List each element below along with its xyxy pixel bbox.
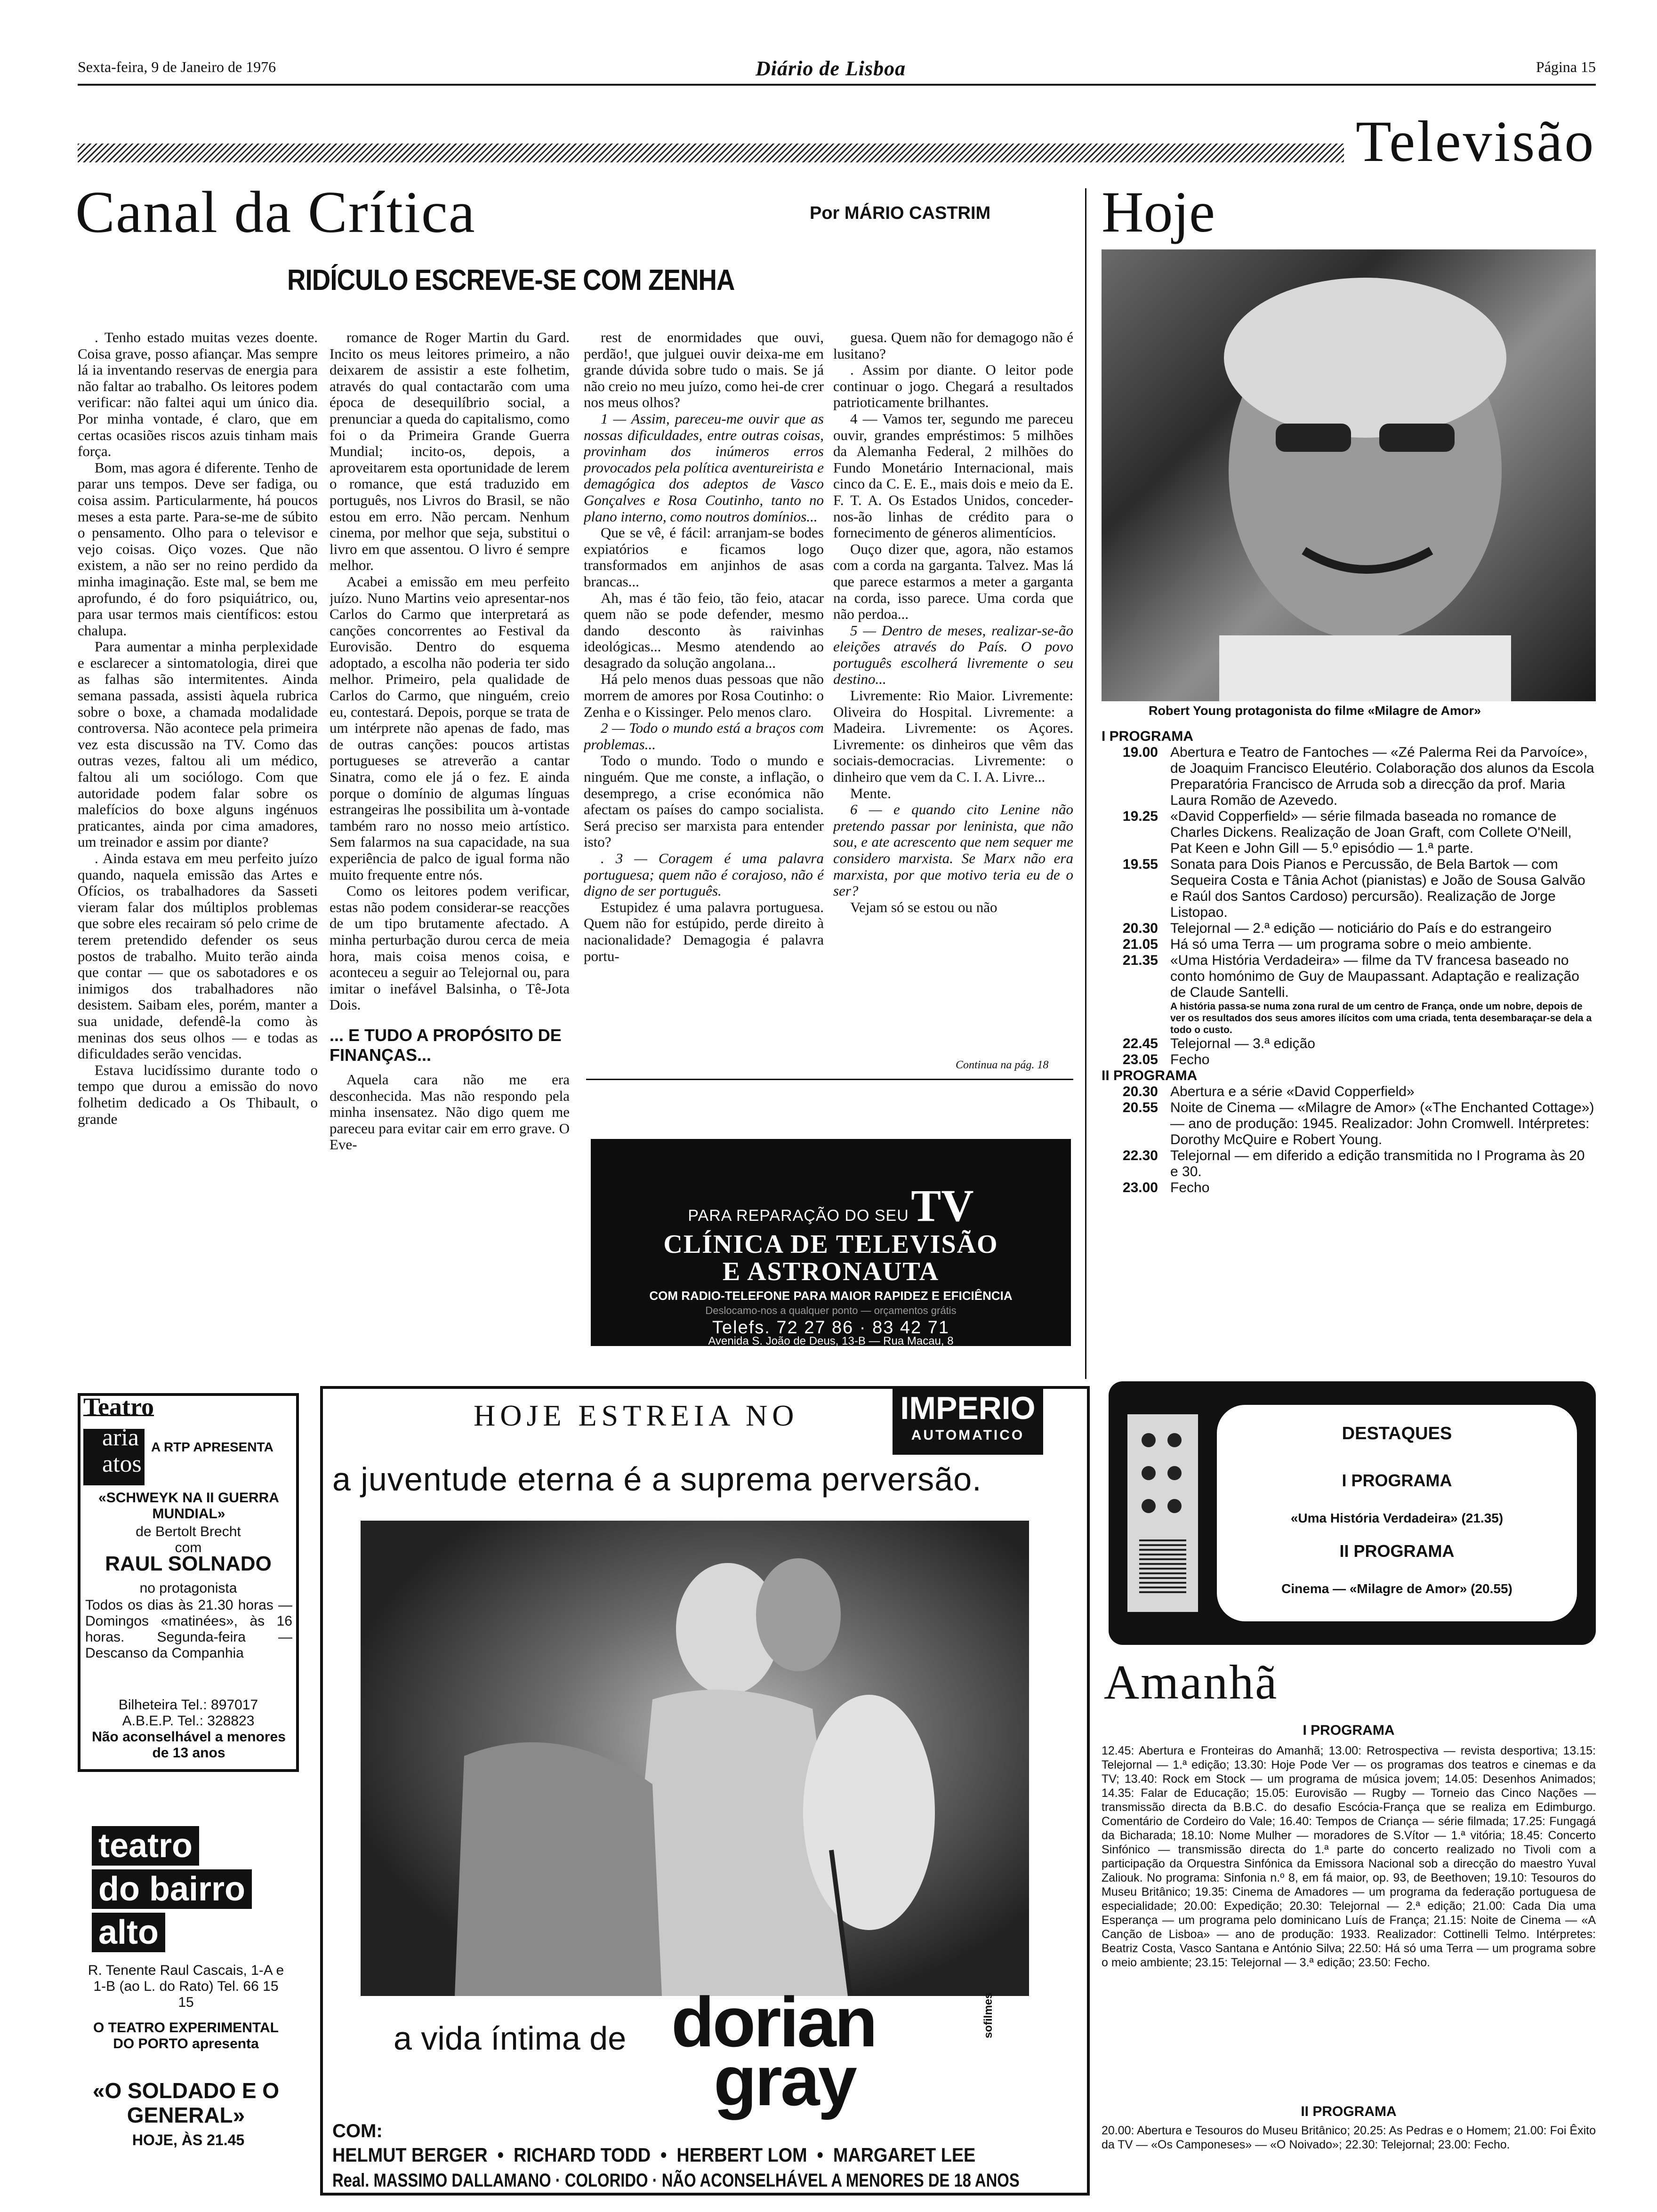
teatro-tel1: Bilheteira Tel.: 897017 — [118, 1697, 258, 1713]
article-paragraph: Que se vê, é fácil: arranjam-se bodes expiatórios e ficamos logo transformados em anjinhos de asas brancas... — [584, 524, 824, 590]
tv-set-highlights — [1109, 1381, 1596, 1645]
article-paragraph: 5 — Dentro de meses, realizar-se-ão eleições através do País. O povo português escolherá livremente o seu destino... — [833, 622, 1073, 688]
article-paragraph: Todo o mundo. Todo o mundo e ninguém. Que me conste, a inflação, o desemprego, a crise económica não afectam os países do campo socialista. Será preciso ser marxista para entender isto? — [584, 752, 824, 850]
tv-knob-icon — [1142, 1499, 1156, 1513]
cinema-sub: AUTOMATICO — [911, 1427, 1025, 1443]
cinema-com: COM: — [332, 2121, 383, 2141]
article-paragraph: Para aumentar a minha perplexidade e esclarecer a sintomatologia, direi que as falhas são intermitentes. Ainda semana passada, assisti àquela rubrica sobre o boxe, a chamada modalidade controversa. Não acontece pela primeira vez esta discussão na TV. Como das outras vezes, faltou ali um médico, faltou ali um sociólogo. Com que autoridade podem falar sobre os malefícios do boxe alguns ingénuos praticantes, ainda por cima amadores, um treinador e assim por diante? — [78, 638, 318, 850]
program-row: 19.55 Sonata para Dois Pianos e Percussão, de Bela Bartok — com Sequeira Costa e Tânia Achot (pianistas) e João de Sousa Galvão e Raúl dos Santos Cardoso) percursão). Realização de Jorge Listopao. — [1122, 857, 1585, 920]
article-bottom-rule — [586, 1079, 1073, 1080]
tv-ad-phones: Telefs. 72 27 86 · 83 42 71 — [712, 1318, 949, 1338]
cast-name: RICHARD TODD — [513, 2144, 651, 2166]
tv-leg — [1549, 1638, 1558, 1645]
article-kicker: Canal da Crítica — [75, 180, 476, 245]
teatro-com: com — [175, 1540, 202, 1555]
teatro-logo-atos: atos — [102, 1451, 142, 1477]
article-continued: Continua na pág. 18 — [956, 1059, 1049, 1071]
article-paragraph: . Assim por diante. O leitor pode continuar o jogo. Chegará a resultados patrioticamente brilhantes. — [833, 361, 1073, 411]
cinema-tagline: a juventude eterna é a suprema perversão. — [332, 1461, 982, 1498]
tv-knob-icon — [1167, 1499, 1182, 1513]
teatro-rating: Não aconselhável a menores de 13 anos — [92, 1729, 286, 1761]
cinema-cast: HELMUT BERGER • RICHARD TODD • HERBERT LOM • MARGARET LEE — [332, 2144, 976, 2166]
article-paragraph: Estupidez é uma palavra portuguesa. Quem não for estúpido, perde direito à nacionalidade? Demagogia é palavra portu- — [584, 898, 824, 964]
article-paragraph: Aquela cara não me era desconhecida. Mas não respondo pela minha insensatez. Não digo quem me pareceu para evitar cair em erro grave. O Eve- — [330, 1071, 570, 1153]
bairro-presenter: O TEATRO EXPERIMENTAL DO PORTO apresenta — [93, 2020, 279, 2052]
program-row: 20.30 Abertura e a série «David Copperfield» — [1122, 1084, 1415, 1099]
program-note: A história passa-se numa zona rural de um centro de França, onde um nobre, depois de ver os resultados dos seus amores ilícitos com uma criada, tenta desembaraçar-se dela a todo o custo. — [1170, 1001, 1592, 1035]
cinema-gray: gray — [714, 2041, 855, 2120]
today-program-list — [1102, 729, 1596, 1196]
teatro-logo-top: Teatro — [83, 1393, 154, 1421]
article-paragraph: Estava lucidíssimo durante todo o tempo que durou a emissão do novo folhetim dedicado a Os Thibault, o grande — [78, 1061, 318, 1127]
highlights-p1: I PROGRAMA — [1342, 1471, 1452, 1490]
article-paragraph: 1 — Assim, pareceu-me ouvir que as nossas dificuldades, entre outras coisas, provinham dos inúmeros erros provocados pela política aventureirista e demagógica dos adeptos de Vasco Gonçalves e Rosa Coutinho, tanto no plano interno, como noutros domínios... — [584, 410, 824, 525]
program-row: 23.00 Fecho — [1122, 1180, 1210, 1195]
tv-knob-icon — [1167, 1433, 1182, 1447]
highlights-p2-item: Cinema — «Milagre de Amor» (20.55) — [1281, 1581, 1512, 1596]
article-paragraph: guesa. Quem não for demagogo não é lusitano? — [833, 329, 1073, 362]
highlights-p1-item: «Uma História Verdadeira» (21.35) — [1290, 1511, 1504, 1525]
program-label: I PROGRAMA — [1102, 729, 1193, 744]
article-paragraph: Ah, mas é tão feio, tão feio, atacar quem não se pode defender, mesmo dando desconto às raivinhas ideológicas... Mesmo atendendo ao desagrado da solução angolana... — [584, 589, 824, 671]
article-paragraph: 4 — Vamos ter, segundo me pareceu ouvir, grandes empréstimos: 5 milhões da Alemanha Federal, 2 milhões do Fundo Monetário Internacional, mais cinco da C. E. E., mais dois e meio da E. F. T. A. Os Estados Unidos, conceder-nos-ão linhas de crédito para o fornecimento de géneros alimentícios. — [833, 410, 1073, 541]
masthead-date: Sexta-feira, 9 de Janeiro de 1976 — [78, 58, 276, 75]
bairro-logo-line1: teatro — [92, 1826, 199, 1866]
teatro-role: no protagonista — [139, 1580, 237, 1596]
tv-ad-line2: CLÍNICA DE TELEVISÃO — [663, 1230, 998, 1259]
tv-speaker-icon — [1139, 1537, 1186, 1593]
teatro-logo-aria: aria — [102, 1424, 139, 1451]
bairro-address: R. Tenente Raul Cascais, 1-A e 1-B (ao L. do Rato) Tel. 66 15 15 — [88, 1963, 284, 2010]
teatro-title: «SCHWEYK NA II GUERRA MUNDIAL» — [98, 1490, 279, 1522]
tomorrow-p2-label: II PROGRAMA — [1301, 2104, 1397, 2119]
program-row: 19.25 «David Copperfield» — série filmada baseada no romance de Charles Dickens. Realização de Joan Graft, com Collete O'Neill, Pat Keen e John Gill — 5.º episódio — 1.ª parte. — [1122, 809, 1572, 856]
highlights-p2: II PROGRAMA — [1339, 1541, 1455, 1561]
bairro-time: HOJE, ÀS 21.45 — [132, 2132, 245, 2148]
tv-ad-tv: TV — [911, 1180, 974, 1231]
column-rule — [1085, 188, 1086, 1379]
bairro-title: «O SOLDADO E O GENERAL» — [92, 2078, 280, 2127]
cinema-credits: Real. MASSIMO DALLAMANO · COLORIDO · NÃO ACONSELHÁVEL A MENORES DE 18 ANOS — [332, 2170, 1020, 2191]
bairro-logo-line3: alto — [92, 1913, 165, 1952]
article-paragraph: 6 — e quando cito Lenine não pretendo passar por leninista, que não sou, e ate acrescento que nem sequer me considero marxista. Se Marx não era marxista, por que motivo teria eu de o ser? — [833, 801, 1073, 899]
cast-name: HERBERT LOM — [676, 2144, 807, 2166]
article-headline: RIDÍCULO ESCREVE-SE COM ZENHA — [287, 264, 735, 297]
tv-ad-line4: COM RADIO-TELEFONE PARA MAIOR RAPIDEZ E EFICIÊNCIA — [649, 1289, 1013, 1303]
tomorrow-title: Amanhã — [1104, 1655, 1279, 1709]
cinema-logo — [893, 1389, 1043, 1455]
dorian-gray-ad — [320, 1386, 1090, 2196]
tv-leg — [1146, 1638, 1156, 1645]
program-row: 23.05 Fecho — [1122, 1052, 1210, 1067]
tv-ad-address: Avenida S. João de Deus, 13-B — Rua Macau, 8 — [708, 1335, 954, 1347]
article-col-4 — [833, 329, 1073, 1035]
teatro-bairro-alto-ad — [78, 1826, 299, 2165]
article-paragraph: Acabei a emissão em meu perfeito juízo. Nuno Martins veio apresentar-nos Carlos do Carmo que interpretará as canções concorrentes ao Festival da Eurovisão. Dentro do esquema adoptado, a escolha não poderia ter sido melhor. Primeiro, pela qualidade de Carlos do Carmo, que ninguém, creio eu, contestará. Depois, porque se trata de um intérprete não apenas de fado, mas de outras canções: poucos artistas portugueses se atreverão a cantar Sinatra, como ele já o fez. E ainda porque o domínio de algumas línguas estrangeiras lhe possibilita um à-vontade também raro no nosso meio artístico. Sem falarmos na sua capacidade, na sua experiência de palco de igual forma não muito frequente entre nós. — [330, 573, 570, 883]
program-row: 19.00 Abertura e Teatro de Fantoches — «Zé Palerma Rei da Parvoíce», de Joaquim Francisco Eleutério. Colaboração dos alunos da Escola Preparatória Francisco de Arruda sob a direcção da prof. Maria Laura Romão de Azevedo. — [1122, 745, 1594, 808]
tv-screen — [1217, 1405, 1577, 1621]
article-col-2 — [330, 329, 570, 1346]
tv-knob-icon — [1167, 1466, 1182, 1480]
poster-figures-icon — [361, 1521, 1029, 1996]
teatro-maria-matos-ad — [78, 1393, 299, 1772]
article-paragraph: rest de enormidades que ouvi, perdão!, que julguei ouvir deixa-me em grande dúvida sobre tudo o mais. Se já não creio no meu juízo, como hei-de crer nos meus olhos? — [584, 329, 824, 411]
program-row: 22.30 Telejornal — em diferido a edição transmitida no I Programa às 20 e 30. — [1122, 1148, 1585, 1179]
today-title: Hoje — [1102, 180, 1215, 244]
article-col-3 — [584, 329, 824, 1054]
bairro-logo-line2: do bairro — [92, 1869, 252, 1909]
teatro-author: de Bertolt Brecht — [136, 1524, 241, 1539]
tv-ad-line5: Deslocamo-nos a qualquer ponto — orçamentos grátis — [705, 1305, 957, 1316]
article-paragraph: romance de Roger Martin du Gard. Incito os meus leitores primeiro, a não deixarem de assistir a este folhetim, através do qual contactarão com uma época de desequilíbrio social, a prenunciar a queda do capitalismo, como foi o da Primeira Grande Guerra Mundial; incito-os, depois, a aproveitarem esta oportunidade de lerem o romance, que está traduzido em português, nos Livros do Brasil, se não estou em erro. Não percam. Nenhum cinema, por melhor que seja, substitui o livro em que assentou. O livro é sempre melhor. — [330, 329, 570, 574]
article-subhead: ... E TUDO A PROPÓSITO DE FINANÇAS... — [330, 1025, 562, 1065]
article-byline: Por MÁRIO CASTRIM — [810, 203, 991, 223]
article-paragraph: Ouço dizer que, agora, não estamos com a corda na garganta. Talvez. Mas lá que parece estarmos a meter a garganta na corda, isso parece. Uma corda que não perdoa... — [833, 540, 1073, 623]
tv-ad-line1: PARA REPARAÇÃO DO SEU — [688, 1207, 909, 1225]
portrait-icon — [1102, 249, 1596, 701]
cinema-dist: sofilmes — [982, 1992, 995, 2038]
program-label: II PROGRAMA — [1102, 1068, 1198, 1083]
highlights-title: DESTAQUES — [1342, 1424, 1452, 1443]
cinema-intimate: a vida íntima de — [394, 2020, 627, 2057]
masthead — [78, 56, 1596, 89]
masthead-page: Página 15 — [1536, 58, 1596, 75]
program-row: 21.05 Há só uma Terra — um programa sobre o meio ambiente. — [1122, 937, 1532, 952]
article-paragraph: . 3 — Coragem é uma palavra portuguesa; quem não é corajoso, não é digno de ser português. — [584, 850, 824, 899]
article-paragraph: Há pelo menos duas pessoas que não morrem de amores por Rosa Coutinho: o Zenha e o Kissinger. Pelo menos claro. — [584, 671, 824, 720]
teatro-star: RAUL SOLNADO — [105, 1552, 272, 1575]
cast-name: MARGARET LEE — [833, 2144, 976, 2166]
tv-knob-icon — [1142, 1466, 1156, 1480]
article-paragraph: Bom, mas agora é diferente. Tenho de parar uns tempos. Deve ser fadiga, ou coisa assim. Particularmente, há poucos meses a esta parte. Para-se-me de súbito o pensamento. Olho para o televisor e vejo coisas. Oiço vozes. Que não existem, a não ser no reino perdido da minha imaginação. Este mal, se bem me aprofundo, é do foro psiquiátrico, ou, para usar termos mais científicos: estou chalupa. — [78, 459, 318, 639]
section-title: Televisão — [1356, 109, 1596, 174]
program-row: 20.30 Telejornal — 2.ª edição — noticiário do País e do estrangeiro — [1122, 921, 1552, 936]
tomorrow-p1-text: 12.45: Abertura e Fronteiras do Amanhã; 13.00: Retrospectiva — revista desportiva; 13.15: Telejornal — 1.ª edição; 13.30: Hoje Pode Ver — os programas dos teatros e cinemas e da TV; 13.40: Rock em Stock — um programa de música jovem; 14.05: Desenhos Animados; 14.35: Falar de Educação; 15.05: Eurovisão — Rugby — Torneio das Cinco Nações — transmissão directa da B.B.C. do desafio Escócia-França que se realiza em Edimburgo. Comentário de Cordeiro do Vale; 16.40: Tempos de Criança — série filmada; 17.25: Fungagá da Bicharada; 18.10: Nome Mulher — moradores de S.Vítor — 1.ª vitória; 18.45: Concerto Sinfónico — transmissão directa do 1.ª parte do concerto realizado no Tivoli com a participação da Orquestra Sinfónica da Emissora Nacional sob a direcção do maestro Yuval Zaliouk. No programa: Sinfonia n.º 8, em fá maior, op. 93, de Beethoven; 19.10: Tesouros do Museu Britânico; 19.35: Cinema de Amadores — um programa da federação portuguesa de especialidade; 20.00: Expedição; 20.30: Telejornal — 2.ª edição; 21.00: Cada Dia uma Esperança — um programa pelo dominicano Luís de França; 21.15: Noite de Cinema — «A Canção de Lisboa» — ano de produção: 1933. Realizador: Cottinelli Telmo. Intérpretes: Beatriz Costa, Vasco Santana e António Silva; 22.50: Há só uma Terra — um programa sobre o meio ambiente; 23.15: Telejornal — 3.ª edição; 23.50: Fecho. — [1102, 1744, 1596, 1969]
article-paragraph: Mente. — [850, 785, 891, 801]
teatro-times: Todos os dias às 21.30 horas — Domingos «matinées», às 16 horas. Segunda-feira — Descanso da Companhia — [85, 1597, 292, 1661]
article-paragraph: 2 — Todo o mundo está a braços com problemas... — [584, 720, 824, 753]
teatro-rtp: A RTP APRESENTA — [151, 1440, 273, 1454]
cinema-dorian: dorian — [671, 1982, 876, 2061]
teatro-tel2: A.B.E.P. Tel.: 328823 — [122, 1713, 255, 1729]
cast-name: HELMUT BERGER — [332, 2144, 488, 2166]
tomorrow-p2-text: 20.00: Abertura e Tesouros do Museu Britânico; 20.25: As Pedras e o Homem; 21.00: Foi Êxito da TV — «Os Camponeses» — «O Noivado»; 22.30: Telejornal; 23.00: Fecho. — [1102, 2124, 1596, 2151]
cinema-top: HOJE ESTREIA NO — [474, 1399, 799, 1432]
tv-repair-ad — [591, 1139, 1071, 1346]
photo-caption: Robert Young protagonista do filme «Milagre de Amor» — [1149, 704, 1481, 718]
article-col-1 — [78, 329, 318, 1346]
article-paragraph: . Tenho estado muitas vezes doente. Coisa grave, posso afiançar. Mas sempre lá ia inventando reservas de energia para não faltar ao trabalho. Os leitores podem verificar: não faltei aqui um único dia. Por minha vontade, é claro, que em certas ocasiões riscos azuis tinham mais força. — [78, 329, 318, 460]
tv-ad-line3: E ASTRONAUTA — [722, 1257, 940, 1286]
program-row: 21.35 «Uma História Verdadeira» — filme da TV francesa baseado no conto homónimo de Guy de Maupassant. Adaptação e realização de Claude Santelli. — [1122, 953, 1579, 1000]
program-row: 20.55 Noite de Cinema — «Milagre de Amor» («The Enchanted Cottage») — ano de produção: 1945. Realizador: John Cromwell. Intérpretes: Dorothy McQuire e Robert Young. — [1122, 1100, 1594, 1147]
tv-knob-icon — [1142, 1433, 1156, 1447]
article-paragraph: Livremente: Rio Maior. Livremente: Oliveira do Hospital. Livremente: a Madeira. Livremente: os Açores. Livremente: os dinheiros que vêm das sociais-democracias. Livremente: o dinheiro que vem da C. I. A. Livre... — [833, 687, 1073, 785]
cinema-poster-image — [361, 1521, 1029, 1996]
cinema-name: IMPERIO — [900, 1390, 1036, 1426]
program-row: 22.45 Telejornal — 3.ª edição — [1122, 1036, 1315, 1051]
masthead-rule — [78, 84, 1596, 86]
article-paragraph: Vejam só se estou ou não — [850, 898, 997, 915]
article-paragraph: . Ainda estava em meu perfeito juízo quando, naquela emissão das Artes e Ofícios, os trabalhadores da Sasseti vieram falar dos múltiplos problemas que sobre eles recairam só pelo crime de terem pretendido defender os seus postos de trabalho. Muito terão ainda que contar — que os sabotadores e os inimigos dos trabalhadores não desistem. Saibam eles, porém, manter a sua unidade, defendê-la como às meninas dos seus olhos — e todas as dificuldades serão vencidas. — [78, 850, 318, 1062]
robert-young-photo — [1102, 249, 1596, 701]
article-paragraph: Como os leitores podem verificar, estas não podem considerar-se reacções de um tipo brutamente afectado. A minha perturbação durou cerca de meia hora, mais coisa menos coisa, e aconteceu a seguir ao Telejornal ou, para imitar o inefável Balsinha, o Tê-Jota Dois. — [330, 882, 570, 1013]
masthead-paper: Diário de Lisboa — [756, 57, 906, 80]
tv-control-panel — [1127, 1414, 1198, 1612]
hatch-band — [78, 144, 1344, 162]
tomorrow-p1-label: I PROGRAMA — [1303, 1723, 1395, 1738]
